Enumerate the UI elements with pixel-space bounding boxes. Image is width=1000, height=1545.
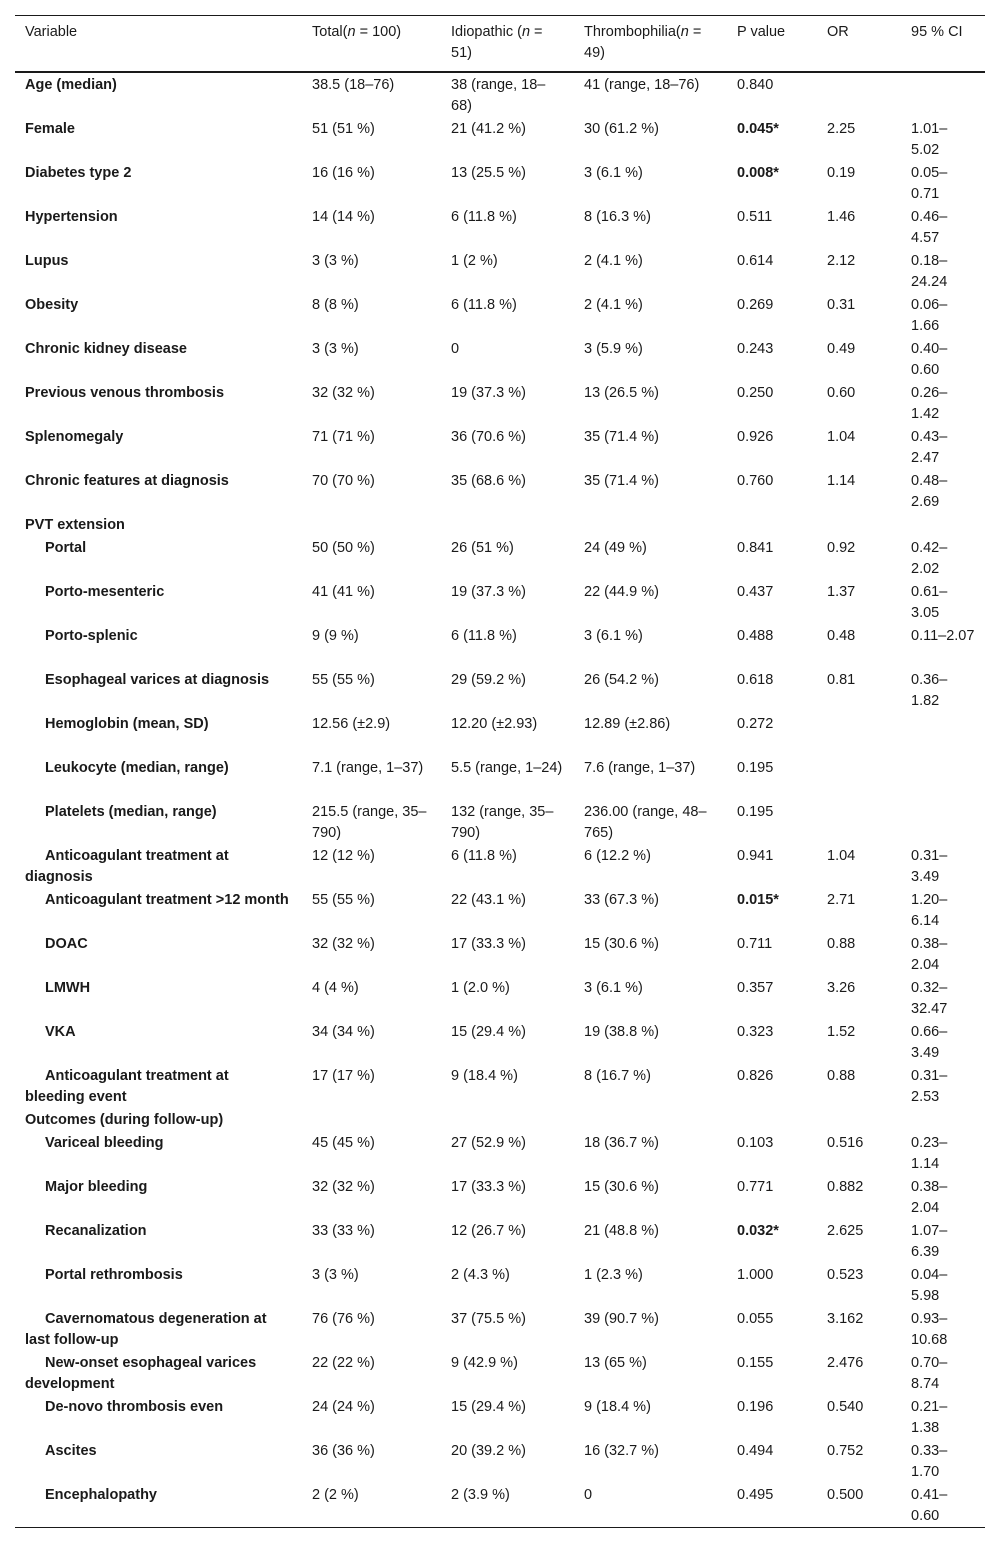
header-total: Total(n = 100) [312,24,402,40]
cell-idiopathic: 21 (41.2 %) [451,121,526,137]
cell-variable: Anticoagulant treatment >12 month [45,892,289,908]
cell-or: 0.60 [827,385,856,401]
cell-ci: 0.70–8.74 [911,1355,948,1392]
cell-pvalue: 0.495 [737,1487,774,1503]
cell-variable: Hypertension [25,209,118,225]
table-row [15,888,985,932]
cell-pvalue: 0.618 [737,672,774,688]
cell-total: 36 (36 %) [312,1443,375,1459]
table-row [15,249,985,293]
cell-pvalue: 0.771 [737,1179,774,1195]
cell-empty [727,513,817,536]
cell-thrombophilia: 15 (30.6 %) [584,936,659,952]
cell-thrombophilia: 7.6 (range, 1–37) [584,760,696,776]
cell-thrombophilia: 24 (49 %) [584,540,647,556]
cell-total: 55 (55 %) [312,892,375,908]
cell-variable: Major bleeding [45,1179,148,1195]
header-idiopathic: Idiopathic (n = 51) [451,24,543,61]
cell-total: 32 (32 %) [312,385,375,401]
cell-variable: Leukocyte (median, range) [45,760,229,776]
cell-pvalue: 0.272 [737,716,774,732]
cell-thrombophilia: 18 (36.7 %) [584,1135,659,1151]
cell-ci: 0.26–1.42 [911,385,948,422]
table-row [15,1439,985,1483]
cell-total: 12.56 (±2.9) [312,716,391,732]
cell-empty [441,513,574,536]
cell-total: 38.5 (18–76) [312,77,395,93]
table-row [15,161,985,205]
cell-idiopathic: 1 (2.0 %) [451,980,510,996]
cell-pvalue: 0.511 [737,209,773,225]
table-row [15,117,985,161]
cell-thrombophilia: 35 (71.4 %) [584,473,659,489]
cell-total: 34 (34 %) [312,1024,375,1040]
header-row [15,16,985,73]
cell-variable: Lupus [25,253,69,269]
cell-variable: Chronic kidney disease [25,341,187,357]
cell-pvalue: 0.840 [737,77,774,93]
table-row [15,712,985,756]
cell-empty [901,513,985,536]
cell-ci: 1.20–6.14 [911,892,948,929]
cell-idiopathic: 2 (3.9 %) [451,1487,510,1503]
cell-total: 3 (3 %) [312,253,359,269]
cell-ci: 0.43–2.47 [911,429,948,466]
cell-total: 7.1 (range, 1–37) [312,760,424,776]
cell-ci: 0.66–3.49 [911,1024,948,1061]
cell-or: 1.04 [827,429,856,445]
cell-pvalue: 0.614 [737,253,774,269]
cell-thrombophilia: 6 (12.2 %) [584,848,651,864]
cell-thrombophilia: 9 (18.4 %) [584,1399,651,1415]
cell-or [817,800,901,844]
cell-or: 0.500 [827,1487,864,1503]
cell-thrombophilia: 16 (32.7 %) [584,1443,659,1459]
cell-thrombophilia: 35 (71.4 %) [584,429,659,445]
cell-pvalue: 1.000 [737,1267,774,1283]
cell-or: 0.752 [827,1443,864,1459]
cell-ci [901,72,985,117]
cell-empty [574,1108,727,1131]
cell-or: 2.71 [827,892,856,908]
table-row [15,1483,985,1528]
cell-variable: Esophageal varices at diagnosis [45,672,270,688]
cell-thrombophilia: 8 (16.3 %) [584,209,651,225]
cell-pvalue: 0.195 [737,804,774,820]
cell-total: 32 (32 %) [312,936,375,952]
cell-total: 51 (51 %) [312,121,375,137]
cell-thrombophilia: 41 (range, 18–76) [584,77,700,93]
cell-idiopathic: 20 (39.2 %) [451,1443,526,1459]
cell-idiopathic: 12.20 (±2.93) [451,716,538,732]
cell-variable: Ascites [45,1443,97,1459]
cell-pvalue: 0.243 [737,341,774,357]
cell-variable: Hemoglobin (mean, SD) [45,716,209,732]
cell-total: 50 (50 %) [312,540,375,556]
cell-or: 1.52 [827,1024,856,1040]
cell-thrombophilia: 8 (16.7 %) [584,1068,651,1084]
table-row [15,756,985,800]
cell-ci: 0.06–1.66 [911,297,948,334]
cell-variable: Porto-splenic [45,628,138,644]
cell-idiopathic: 27 (52.9 %) [451,1135,526,1151]
table-row [15,624,985,668]
cell-thrombophilia: 21 (48.8 %) [584,1223,659,1239]
cell-thrombophilia: 2 (4.1 %) [584,253,643,269]
cell-variable: Variceal bleeding [45,1135,164,1151]
cell-thrombophilia: 3 (6.1 %) [584,165,643,181]
cell-variable: Encephalopathy [45,1487,157,1503]
cell-or: 1.04 [827,848,856,864]
cell-or: 0.92 [827,540,856,556]
table-row [15,976,985,1020]
cell-idiopathic: 2 (4.3 %) [451,1267,510,1283]
cell-variable: Recanalization [45,1223,147,1239]
cell-idiopathic: 13 (25.5 %) [451,165,526,181]
cell-ci [901,712,985,756]
cell-pvalue: 0.045* [737,121,779,137]
cell-thrombophilia: 3 (6.1 %) [584,628,643,644]
table-row [15,425,985,469]
cell-thrombophilia: 26 (54.2 %) [584,672,659,688]
cell-or: 0.882 [827,1179,864,1195]
cell-pvalue: 0.841 [737,540,774,556]
cell-pvalue: 0.357 [737,980,774,996]
cell-pvalue: 0.826 [737,1068,774,1084]
cell-pvalue: 0.926 [737,429,774,445]
cell-total: 41 (41 %) [312,584,375,600]
data-table [15,15,985,1528]
cell-empty [901,1108,985,1131]
table-row [15,1395,985,1439]
table-row [15,293,985,337]
cell-ci: 0.31–2.53 [911,1068,948,1105]
cell-pvalue: 0.250 [737,385,774,401]
cell-variable: Obesity [25,297,79,313]
cell-total: 45 (45 %) [312,1135,375,1151]
header-or: OR [827,24,849,40]
cell-empty [302,513,441,536]
cell-idiopathic: 15 (29.4 %) [451,1024,526,1040]
cell-pvalue: 0.155 [737,1355,774,1371]
table-row [15,205,985,249]
cell-idiopathic: 9 (18.4 %) [451,1068,518,1084]
cell-ci: 0.61–3.05 [911,584,948,621]
cell-thrombophilia: 1 (2.3 %) [584,1267,643,1283]
cell-idiopathic: 36 (70.6 %) [451,429,526,445]
cell-or: 0.31 [827,297,856,313]
cell-variable: Portal rethrombosis [45,1267,183,1283]
cell-idiopathic: 38 (range, 18–68) [451,77,546,114]
table-row [15,1351,985,1395]
cell-thrombophilia: 2 (4.1 %) [584,297,643,313]
cell-thrombophilia: 22 (44.9 %) [584,584,659,600]
cell-variable: Anticoagulant treatment at bleeding event [25,1068,229,1105]
cell-idiopathic: 26 (51 %) [451,540,514,556]
table-row [15,668,985,712]
cell-ci: 1.01–5.02 [911,121,948,158]
cell-variable: Cavernomatous degeneration at last follow-up [25,1311,267,1348]
cell-ci: 1.07–6.39 [911,1223,948,1260]
cell-idiopathic: 132 (range, 35–790) [451,804,554,841]
cell-thrombophilia: 33 (67.3 %) [584,892,659,908]
cell-or: 0.516 [827,1135,864,1151]
cell-thrombophilia: 13 (26.5 %) [584,385,659,401]
section-row [15,513,985,536]
cell-pvalue: 0.032* [737,1223,779,1239]
cell-total: 55 (55 %) [312,672,375,688]
cell-or: 1.14 [827,473,856,489]
cell-thrombophilia: 19 (38.8 %) [584,1024,659,1040]
cell-idiopathic: 0 [451,341,460,357]
cell-pvalue: 0.323 [737,1024,774,1040]
cell-or: 2.12 [827,253,856,269]
cell-empty [441,1108,574,1131]
cell-or: 2.25 [827,121,856,137]
table-row [15,932,985,976]
cell-variable: Female [25,121,75,137]
cell-ci: 0.23–1.14 [911,1135,948,1172]
cell-or: 1.37 [827,584,856,600]
cell-ci: 0.38–2.04 [911,1179,948,1216]
cell-pvalue: 0.437 [737,584,774,600]
cell-total: 12 (12 %) [312,848,375,864]
cell-or: 1.46 [827,209,856,225]
table-row [15,580,985,624]
cell-ci: 0.36–1.82 [911,672,948,709]
cell-pvalue: 0.760 [737,473,774,489]
table-row [15,469,985,513]
cell-variable: DOAC [45,936,88,952]
cell-idiopathic: 15 (29.4 %) [451,1399,526,1415]
cell-or: 0.88 [827,936,856,952]
cell-total: 8 (8 %) [312,297,359,313]
table-header [15,16,985,73]
cell-ci: 0.31–3.49 [911,848,948,885]
cell-ci: 0.42–2.02 [911,540,948,577]
cell-or [817,72,901,117]
section-label: Outcomes (during follow-up) [25,1112,224,1128]
cell-variable: Diabetes type 2 [25,165,132,181]
cell-or: 0.81 [827,672,856,688]
cell-ci: 0.32–32.47 [911,980,948,1017]
cell-variable: Age (median) [25,77,117,93]
cell-ci: 0.41–0.60 [911,1487,948,1524]
cell-or: 2.476 [827,1355,864,1371]
cell-idiopathic: 6 (11.8 %) [451,209,517,225]
cell-total: 215.5 (range, 35–790) [312,804,427,841]
cell-ci: 0.48–2.69 [911,473,948,510]
table-row [15,72,985,117]
table-row [15,381,985,425]
cell-thrombophilia: 236.00 (range, 48–765) [584,804,707,841]
cell-idiopathic: 5.5 (range, 1–24) [451,760,563,776]
cell-idiopathic: 6 (11.8 %) [451,297,517,313]
cell-ci [901,756,985,800]
cell-or: 0.523 [827,1267,864,1283]
cell-or: 0.19 [827,165,856,181]
cell-idiopathic: 19 (37.3 %) [451,385,526,401]
cell-total: 76 (76 %) [312,1311,375,1327]
cell-empty [574,513,727,536]
cell-idiopathic: 29 (59.2 %) [451,672,526,688]
cell-or: 3.26 [827,980,856,996]
table-row [15,800,985,844]
cell-or: 0.49 [827,341,856,357]
table-row [15,1131,985,1175]
cell-thrombophilia: 12.89 (±2.86) [584,716,671,732]
cell-pvalue: 0.008* [737,165,779,181]
cell-ci: 0.11–2.07 [911,628,975,644]
table-row [15,1175,985,1219]
table-row [15,536,985,580]
cell-or [817,712,901,756]
cell-total: 33 (33 %) [312,1223,375,1239]
cell-total: 3 (3 %) [312,1267,359,1283]
cell-pvalue: 0.103 [737,1135,774,1151]
table-row [15,1219,985,1263]
cell-pvalue: 0.494 [737,1443,774,1459]
cell-thrombophilia: 15 (30.6 %) [584,1179,659,1195]
cell-ci: 0.46–4.57 [911,209,948,246]
cell-ci: 0.40–0.60 [911,341,948,378]
cell-ci: 0.93–10.68 [911,1311,948,1348]
cell-thrombophilia: 39 (90.7 %) [584,1311,659,1327]
header-variable: Variable [25,24,78,40]
cell-total: 32 (32 %) [312,1179,375,1195]
table-row [15,1020,985,1064]
cell-variable: Portal [45,540,87,556]
cell-variable: LMWH [45,980,91,996]
cell-idiopathic: 22 (43.1 %) [451,892,526,908]
cell-thrombophilia: 13 (65 %) [584,1355,647,1371]
section-label: PVT extension [25,517,125,533]
cell-thrombophilia: 30 (61.2 %) [584,121,659,137]
cell-empty [817,513,901,536]
cell-idiopathic: 6 (11.8 %) [451,848,517,864]
cell-total: 71 (71 %) [312,429,375,445]
table-row [15,844,985,888]
cell-idiopathic: 12 (26.7 %) [451,1223,526,1239]
cell-total: 2 (2 %) [312,1487,359,1503]
cell-idiopathic: 17 (33.3 %) [451,936,526,952]
table-row [15,1064,985,1108]
cell-variable: Previous venous thrombosis [25,385,225,401]
cell-idiopathic: 37 (75.5 %) [451,1311,526,1327]
cell-total: 16 (16 %) [312,165,375,181]
cell-total: 3 (3 %) [312,341,359,357]
cell-total: 17 (17 %) [312,1068,375,1084]
cell-ci: 0.21–1.38 [911,1399,948,1436]
cell-variable: Porto-mesenteric [45,584,165,600]
cell-or: 0.48 [827,628,856,644]
table-body [15,72,985,1528]
table-container [15,15,985,1528]
cell-or [817,756,901,800]
cell-total: 24 (24 %) [312,1399,375,1415]
cell-pvalue: 0.269 [737,297,774,313]
cell-variable: Anticoagulant treatment at diagnosis [25,848,229,885]
cell-total: 9 (9 %) [312,628,359,644]
cell-empty [817,1108,901,1131]
cell-total: 14 (14 %) [312,209,375,225]
cell-idiopathic: 9 (42.9 %) [451,1355,518,1371]
cell-idiopathic: 1 (2 %) [451,253,498,269]
cell-idiopathic: 17 (33.3 %) [451,1179,526,1195]
cell-or: 0.540 [827,1399,864,1415]
cell-idiopathic: 6 (11.8 %) [451,628,517,644]
cell-ci: 0.38–2.04 [911,936,948,973]
cell-variable: Splenomegaly [25,429,124,445]
cell-empty [727,1108,817,1131]
cell-pvalue: 0.015* [737,892,779,908]
cell-thrombophilia: 0 [584,1487,593,1503]
cell-variable: De-novo thrombosis even [45,1399,224,1415]
table-row [15,337,985,381]
cell-ci: 0.33–1.70 [911,1443,948,1480]
cell-variable: New-onset esophageal varices development [25,1355,257,1392]
cell-pvalue: 0.196 [737,1399,774,1415]
cell-pvalue: 0.195 [737,760,774,776]
cell-empty [302,1108,441,1131]
table-row [15,1307,985,1351]
table-row [15,1263,985,1307]
cell-variable: Platelets (median, range) [45,804,217,820]
cell-variable: Chronic features at diagnosis [25,473,229,489]
cell-thrombophilia: 3 (6.1 %) [584,980,643,996]
cell-or: 3.162 [827,1311,864,1327]
cell-ci: 0.05–0.71 [911,165,948,202]
header-pvalue: P value [737,24,786,40]
cell-pvalue: 0.488 [737,628,774,644]
cell-pvalue: 0.055 [737,1311,774,1327]
cell-or: 2.625 [827,1223,864,1239]
header-ci: 95 % CI [911,24,963,40]
cell-ci [901,800,985,844]
cell-or: 0.88 [827,1068,856,1084]
header-thrombophilia: Thrombophilia(n = 49) [584,24,702,61]
cell-pvalue: 0.941 [737,848,774,864]
cell-ci: 0.04–5.98 [911,1267,948,1304]
cell-variable: VKA [45,1024,76,1040]
cell-pvalue: 0.711 [737,936,773,952]
cell-total: 70 (70 %) [312,473,375,489]
cell-total: 4 (4 %) [312,980,359,996]
cell-ci: 0.18–24.24 [911,253,948,290]
cell-idiopathic: 35 (68.6 %) [451,473,526,489]
cell-thrombophilia: 3 (5.9 %) [584,341,643,357]
section-row [15,1108,985,1131]
cell-total: 22 (22 %) [312,1355,375,1371]
cell-idiopathic: 19 (37.3 %) [451,584,526,600]
